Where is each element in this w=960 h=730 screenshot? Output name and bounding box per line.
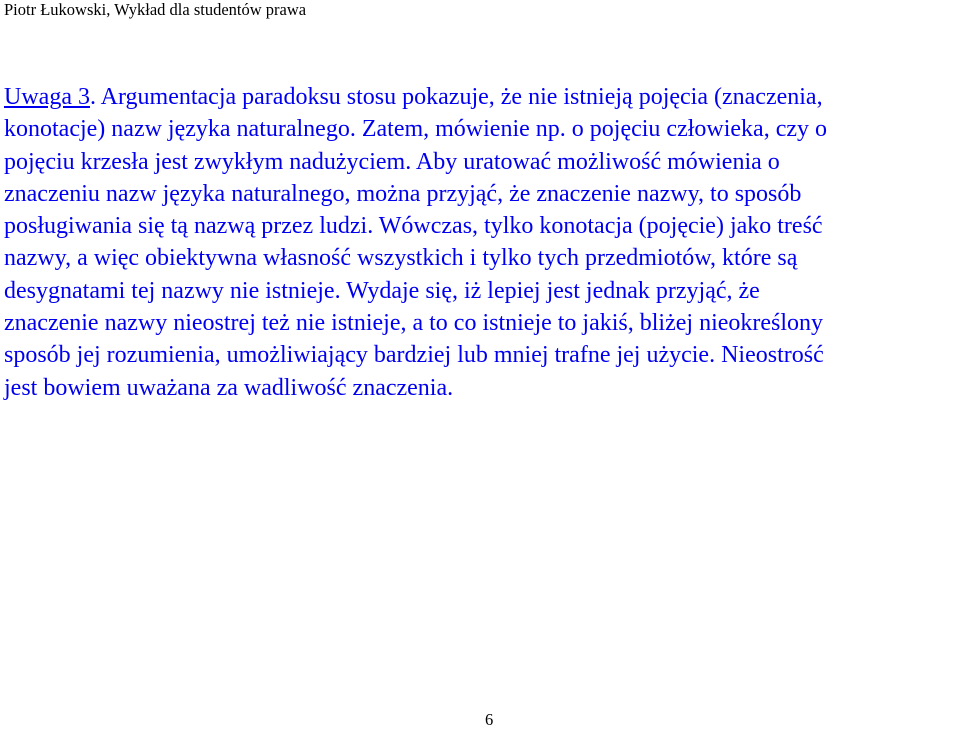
paragraph-line: nazwy, a więc obiektywna własność wszystkich i tylko tych przedmiotów, które są (4, 245, 798, 272)
page-number: 6 (485, 710, 494, 729)
paragraph-line: jest bowiem uważana za wadliwość znaczenia. (4, 374, 454, 401)
paragraph-line: znaczenie nazwy nieostrej też nie istnieje, a to co istnieje to jakiś, bliżej nieokreślony (4, 310, 824, 337)
paragraph-line: sposób jej rozumienia, umożliwiający bardziej lub mniej trafne jej użycie. Nieostrość (4, 342, 824, 369)
paragraph-line: desygnatami tej nazwy nie istnieje. Wydaje się, iż lepiej jest jednak przyjąć, że (4, 277, 760, 304)
document-header: Piotr Łukowski, Wykład dla studentów prawa (4, 0, 307, 19)
paragraph-line: znaczeniu nazw języka naturalnego, można przyjąć, że znaczenie nazwy, to sposób (4, 180, 802, 207)
line-text: . Argumentacja paradoksu stosu pokazuje, że nie istnieją pojęcia (znaczenia, (89, 84, 823, 110)
paragraph-line: posługiwania się tą nazwą przez ludzi. Wówczas, tylko konotacja (pojęcie) jako treść (4, 213, 823, 240)
note-label: Uwaga 3 (4, 84, 90, 110)
paragraph-line: konotacje) nazw języka naturalnego. Zatem, mówienie np. o pojęciu człowieka, czy o (4, 116, 827, 143)
note-paragraph (4, 81, 960, 404)
paragraph-line: pojęciu krzesła jest zwykłym nadużyciem. Aby uratować możliwość mówienia o (4, 148, 780, 175)
paragraph-line (4, 81, 960, 113)
